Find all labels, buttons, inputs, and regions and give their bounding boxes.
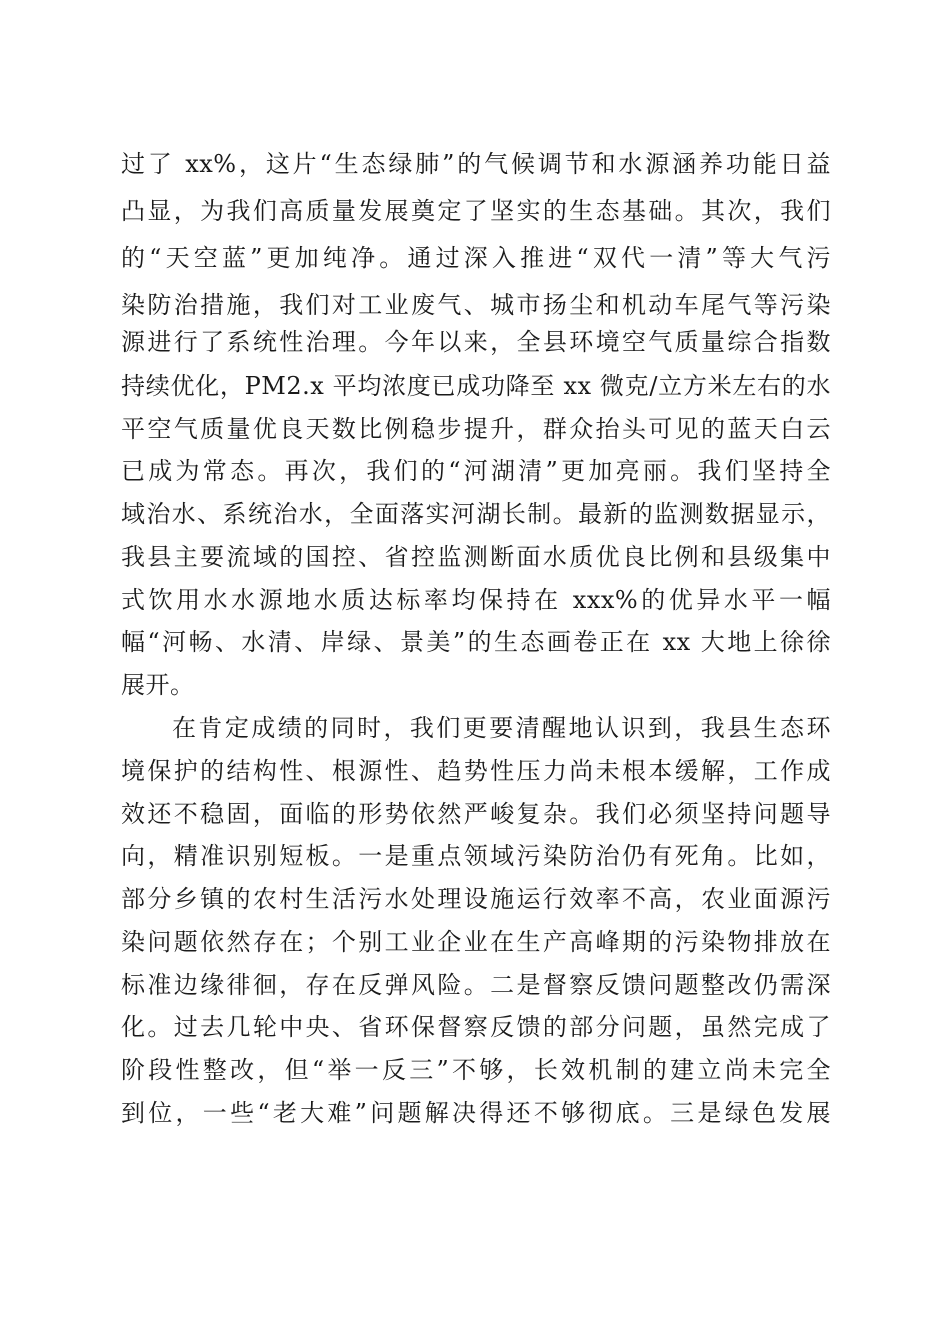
text-line: 到位，一些“老大难”问题解决得还不够彻底。三是绿色发展 [121,1099,831,1127]
text-line: 过了 xx%，这片“生态绿肺”的气候调节和水源涵养功能日益 [121,150,831,178]
text-line: 部分乡镇的农村生活污水处理设施运行效率不高，农业面源污 [121,885,831,913]
text-line: 我县主要流域的国控、省控监测断面水质优良比例和县级集中 [121,543,831,571]
text-line: 染问题依然存在；个别工业企业在生产高峰期的污染物排放在 [121,928,831,956]
text-line: 域治水、系统治水，全面落实河湖长制。最新的监测数据显示， [121,500,831,528]
text-line: 效还不稳固，面临的形势依然严峻复杂。我们必须坚持问题导 [121,800,831,828]
text-line: 平空气质量优良天数比例稳步提升，群众抬头可见的蓝天白云 [121,415,831,443]
text-line: 幅“河畅、水清、岸绿、景美”的生态画卷正在 xx 大地上徐徐 [121,628,831,656]
text-line: 源进行了系统性治理。今年以来，全县环境空气质量综合指数 [121,328,831,356]
text-line: 已成为常态。再次，我们的“河湖清”更加亮丽。我们坚持全 [121,457,831,485]
paragraph-first-line: 在肯定成绩的同时，我们更要清醒地认识到，我县生态环 [172,714,831,742]
text-line: 阶段性整改，但“举一反三”不够，长效机制的建立尚未完全 [121,1056,831,1084]
text-line: 展开。 [121,671,195,699]
text-line: 标准边缘徘徊，存在反弹风险。二是督察反馈问题整改仍需深 [121,971,831,999]
text-line: 的“天空蓝”更加纯净。通过深入推进“双代一清”等大气污 [121,244,831,272]
text-line: 化。过去几轮中央、省环保督察反馈的部分问题，虽然完成了 [121,1013,831,1041]
text-line: 向，精准识别短板。一是重点领域污染防治仍有死角。比如， [121,842,831,870]
text-line: 染防治措施，我们对工业废气、城市扬尘和机动车尾气等污染 [121,291,831,319]
text-line: 式饮用水水源地水质达标率均保持在 xxx%的优异水平一幅 [121,586,831,614]
text-line: 持续优化，PM2.x 平均浓度已成功降至 xx 微克/立方米左右的水 [121,372,831,400]
text-line: 境保护的结构性、根源性、趋势性压力尚未根本缓解，工作成 [121,757,831,785]
text-line: 凸显，为我们高质量发展奠定了坚实的生态基础。其次，我们 [121,197,831,225]
